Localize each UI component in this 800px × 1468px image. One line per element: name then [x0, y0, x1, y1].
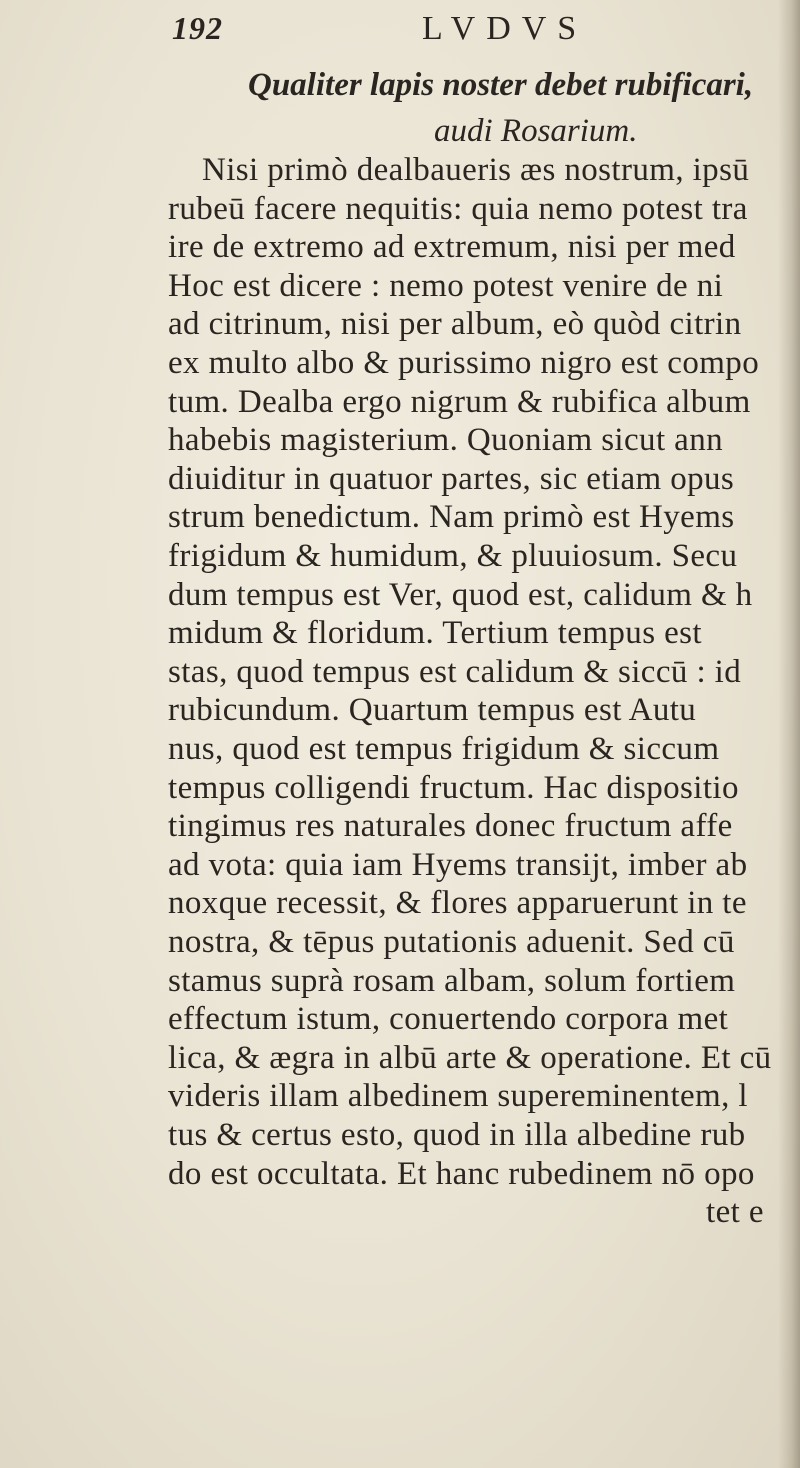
text-line: Nisi primò dealbaueris æs nostrum, ipsū — [202, 152, 750, 188]
page-gutter-shadow — [778, 0, 800, 1468]
page-number: 192 — [172, 10, 223, 46]
text-line: rubicundum. Quartum tempus est Autu — [168, 692, 697, 729]
text-line: tus & certus esto, quod in illa albedine rub — [168, 1117, 746, 1153]
text-line: tum. Dealba ergo nigrum & rubifica album — [168, 383, 751, 420]
text-line: dum tempus est Ver, quod est, calidum & h — [168, 576, 753, 613]
text-line: ex multo albo & purissimo nigro est compo — [168, 345, 760, 381]
text-line: stamus suprà rosam albam, solum fortiem — [168, 962, 736, 999]
text-line: tempus colligendi fructum. Hac dispositio — [168, 769, 739, 806]
text-line: nostra, & tēpus putationis aduenit. Sed cū — [168, 924, 735, 960]
text-line: habebis magisterium. Quoniam sicut ann — [168, 422, 724, 459]
text-line: videris illam albedinem supereminentem, l — [168, 1078, 748, 1115]
text-line: ad citrinum, nisi per album, eò quòd citrin — [168, 306, 742, 343]
page-header — [0, 10, 800, 50]
text-line: Hoc est dicere : nemo potest venire de ni — [168, 267, 724, 304]
text-line: rubeū facere nequitis: quia nemo potest tra — [168, 190, 748, 227]
text-line: lica, & ægra in albū arte & operatione. Et cū — [168, 1039, 772, 1076]
text-line: diuiditur in quatuor partes, sic etiam opus — [168, 460, 735, 497]
text-line: stas, quod tempus est calidum & siccū : id — [168, 653, 742, 690]
heading-line-2: audi Rosarium. — [434, 113, 638, 149]
text-line: ad vota: quia iam Hyems transijt, imber ab — [168, 846, 748, 883]
text-line: tet e — [706, 1194, 764, 1231]
text-line: do est occultata. Et hanc rubedinem nō opo — [168, 1155, 755, 1192]
heading-line-1: Qualiter lapis noster debet rubificari, — [248, 67, 754, 103]
text-line: noxque recessit, & flores apparuerunt in te — [168, 885, 747, 922]
text-line: nus, quod est tempus frigidum & siccum — [168, 731, 720, 767]
text-line: tingimus res naturales donec fructum affe — [168, 808, 733, 845]
text-line: ire de extremo ad extremum, nisi per med — [168, 229, 736, 266]
running-head: LVDVS — [422, 10, 588, 47]
text-line: frigidum & humidum, & pluuiosum. Secu — [168, 538, 738, 574]
text-line: effectum istum, conuertendo corpora met — [168, 1001, 729, 1038]
text-line: midum & floridum. Tertium tempus est — [168, 615, 702, 652]
text-line: strum benedictum. Nam primò est Hyems — [168, 499, 735, 536]
section-heading — [0, 62, 800, 154]
